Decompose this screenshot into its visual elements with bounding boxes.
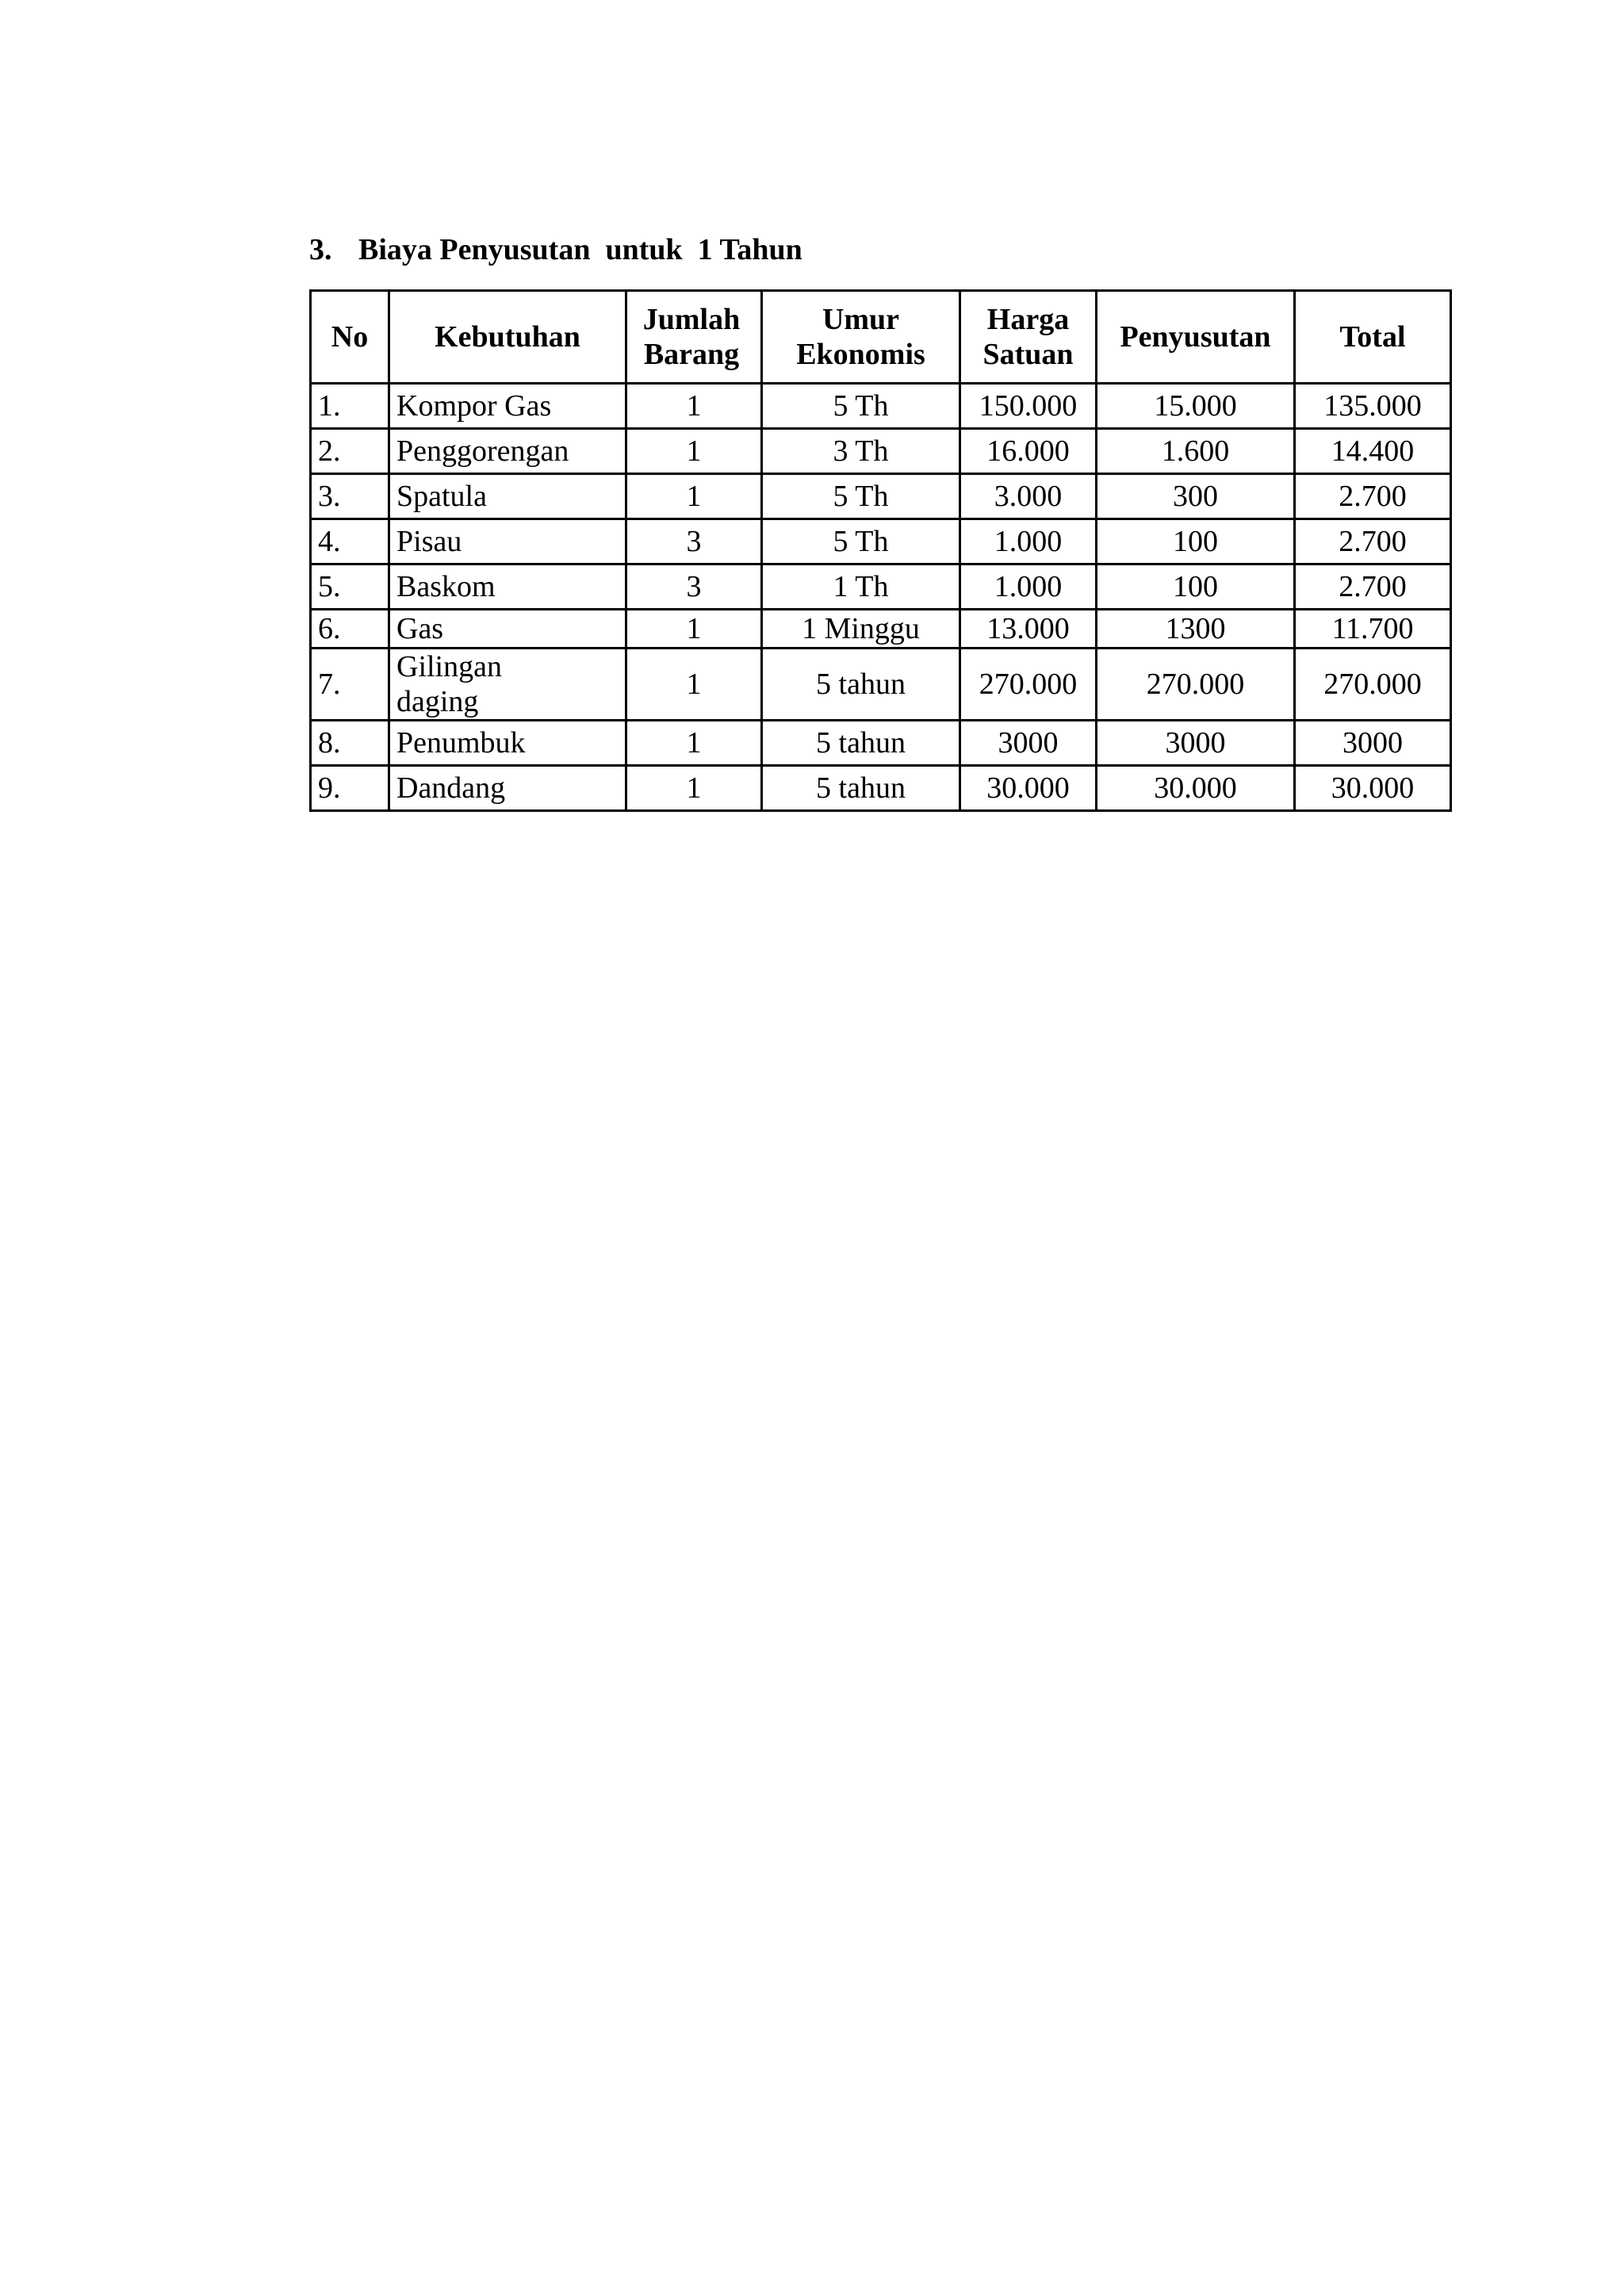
header-jumlah-barang (626, 291, 762, 384)
header-kebutuhan: Kebutuhan (389, 291, 626, 384)
cell-no: 2. (311, 429, 389, 474)
cell-total: 11.700 (1295, 610, 1451, 649)
header-umur-line1: Umur (822, 303, 900, 336)
cell-penyusutan: 3000 (1097, 721, 1295, 766)
header-total: Total (1295, 291, 1451, 384)
cell-penyusutan: 100 (1097, 519, 1295, 564)
table-row (311, 474, 1451, 519)
cell-kebutuhan: Kompor Gas (389, 384, 626, 429)
cell-umur: 5 Th (762, 384, 960, 429)
cell-umur: 5 tahun (762, 721, 960, 766)
cell-harga: 3.000 (960, 474, 1097, 519)
cell-jumlah: 1 (626, 610, 762, 649)
table-row (311, 564, 1451, 610)
cell-kebutuhan: Dandang (389, 766, 626, 811)
cell-harga: 3000 (960, 721, 1097, 766)
cell-harga: 270.000 (960, 649, 1097, 721)
cell-total: 2.700 (1295, 519, 1451, 564)
cell-kebutuhan (389, 649, 626, 721)
cell-penyusutan: 1.600 (1097, 429, 1295, 474)
cell-jumlah: 1 (626, 429, 762, 474)
table-row (311, 721, 1451, 766)
header-harga-line1: Harga (986, 303, 1070, 336)
cell-harga: 13.000 (960, 610, 1097, 649)
cell-penyusutan: 1300 (1097, 610, 1295, 649)
cell-no: 1. (311, 384, 389, 429)
cell-harga: 1.000 (960, 519, 1097, 564)
cell-kebutuhan-line2: daging (396, 685, 479, 718)
cell-total: 270.000 (1295, 649, 1451, 721)
cell-no: 7. (311, 649, 389, 721)
table-row (311, 766, 1451, 811)
cell-no: 3. (311, 474, 389, 519)
cell-no: 4. (311, 519, 389, 564)
cell-harga: 16.000 (960, 429, 1097, 474)
cell-jumlah: 1 (626, 474, 762, 519)
cell-umur: 3 Th (762, 429, 960, 474)
cell-jumlah: 3 (626, 519, 762, 564)
cell-jumlah: 1 (626, 649, 762, 721)
depreciation-table (309, 289, 1452, 812)
table-row (311, 519, 1451, 564)
cell-umur: 5 tahun (762, 649, 960, 721)
header-jumlah-line2: Barang (643, 338, 740, 371)
table-row (311, 649, 1451, 721)
cell-kebutuhan: Pisau (389, 519, 626, 564)
cell-penyusutan: 15.000 (1097, 384, 1295, 429)
table-header-row (311, 291, 1451, 384)
cell-no: 6. (311, 610, 389, 649)
section-number: 3. (309, 233, 332, 266)
cell-penyusutan: 100 (1097, 564, 1295, 610)
header-jumlah-line1: Jumlah (642, 303, 741, 336)
cell-total: 2.700 (1295, 474, 1451, 519)
cell-umur: 5 tahun (762, 766, 960, 811)
cell-umur: 5 Th (762, 474, 960, 519)
cell-kebutuhan: Penggorengan (389, 429, 626, 474)
cell-jumlah: 1 (626, 766, 762, 811)
cell-jumlah: 1 (626, 384, 762, 429)
cell-kebutuhan: Gas (389, 610, 626, 649)
cell-no: 5. (311, 564, 389, 610)
cell-harga: 150.000 (960, 384, 1097, 429)
cell-harga: 1.000 (960, 564, 1097, 610)
cell-total: 3000 (1295, 721, 1451, 766)
cell-jumlah: 3 (626, 564, 762, 610)
header-penyusutan: Penyusutan (1097, 291, 1295, 384)
header-umur-line2: Ekonomis (796, 338, 925, 371)
cell-umur: 1 Minggu (762, 610, 960, 649)
header-no: No (311, 291, 389, 384)
table-row (311, 610, 1451, 649)
cell-umur: 1 Th (762, 564, 960, 610)
cell-total: 135.000 (1295, 384, 1451, 429)
header-umur-ekonomis (762, 291, 960, 384)
cell-penyusutan: 300 (1097, 474, 1295, 519)
cell-total: 2.700 (1295, 564, 1451, 610)
table-row (311, 384, 1451, 429)
cell-penyusutan: 30.000 (1097, 766, 1295, 811)
cell-total: 14.400 (1295, 429, 1451, 474)
cell-kebutuhan: Spatula (389, 474, 626, 519)
cell-no: 8. (311, 721, 389, 766)
cell-kebutuhan-line1: Gilingan (396, 650, 502, 683)
section-title: Biaya Penyusutan untuk 1 Tahun (358, 233, 802, 266)
table-row (311, 429, 1451, 474)
cell-jumlah: 1 (626, 721, 762, 766)
cell-no: 9. (311, 766, 389, 811)
header-harga-line2: Satuan (982, 338, 1074, 371)
cell-harga: 30.000 (960, 766, 1097, 811)
cell-total: 30.000 (1295, 766, 1451, 811)
header-harga-satuan (960, 291, 1097, 384)
cell-penyusutan: 270.000 (1097, 649, 1295, 721)
cell-umur: 5 Th (762, 519, 960, 564)
cell-kebutuhan: Baskom (389, 564, 626, 610)
section-heading (309, 231, 802, 269)
cell-kebutuhan: Penumbuk (389, 721, 626, 766)
